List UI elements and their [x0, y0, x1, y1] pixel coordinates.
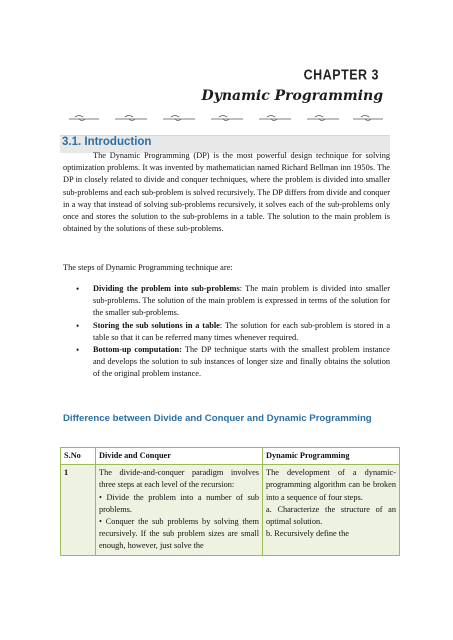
bullet-icon: •: [76, 284, 80, 294]
cell-line: b. Recursively define the: [266, 529, 349, 539]
step-text: : The main problem is divided into smaller sub-problems. The solution of the main problem is expressed in terms of the solution for the smaller sub-problems.: [93, 284, 390, 318]
intro-text: The Dynamic Programming (DP) is the most powerful design technique for solving optimization problems. It was invented by mathematician named Richard Bellman inn 1950s. The DP in closely related to divide and conquer techniques, where the problem is divided into smaller sub-problems and each sub-problem is solved recursively. The DP differs from divide and conquer in a way that instead of solving sub-problems recursively, it solves each of the sub-problems only once and stores the solution to the sub-problems in a table. The solution to the main problem is obtained by the solutions of these sub-problems.: [63, 151, 390, 234]
step-term: Storing the sub solutions in a table: [93, 320, 220, 330]
section-title: 3.1. Introduction: [62, 136, 152, 148]
step-term: Dividing the problem into sub-problems: [93, 284, 240, 293]
decorative-ornament: [55, 112, 385, 126]
chapter-label: CHAPTER 3: [303, 66, 379, 84]
cell-line: • Conquer the sub problems by solving them recursively. If the sub problem sizes are small enough, however, just solve the: [99, 517, 259, 551]
list-item: [63, 283, 390, 320]
cell-sn: 1: [61, 465, 96, 555]
table-header-row: [61, 448, 400, 465]
cell-line: The development of a dynamic-programming algorithm can be broken into a sequence of four steps.: [266, 468, 396, 502]
chapter-title: Dynamic Programming: [201, 88, 383, 104]
step-term: Bottom-up computation:: [93, 345, 182, 355]
bullet-icon: •: [76, 345, 80, 356]
steps-intro: The steps of Dynamic Programming technique are:: [63, 263, 233, 272]
comparison-table: [60, 447, 400, 556]
steps-list: [63, 283, 390, 381]
cell-divide-conquer: [96, 465, 263, 555]
column-header-divide-conquer: Divide and Conquer: [96, 448, 263, 465]
list-item: [63, 344, 390, 381]
step-text: The DP technique starts with the smallest problem instance and develops the solution to sub instances of longer size and finally obtains the solution of the original problem instance.: [93, 345, 390, 379]
cell-line: a. Characterize the structure of an optimal solution.: [266, 504, 396, 527]
comparison-heading: Difference between Divide and Conquer and Dynamic Programming: [63, 413, 372, 424]
list-item: [63, 320, 390, 344]
cell-dynamic-programming: [263, 465, 400, 555]
step-text: : The solution for each sub-problem is stored in a table so that it can be referred many times whenever required.: [93, 320, 390, 342]
column-header-dynamic-programming: Dynamic Programming: [263, 448, 400, 465]
column-header-sn: S.No: [61, 448, 96, 465]
table-row: [61, 465, 400, 555]
cell-line: • Divide the problem into a number of sub problems.: [99, 492, 259, 514]
intro-paragraph: [63, 150, 390, 235]
cell-line: The divide-and-conquer paradigm involves three steps at each level of the recursion:: [99, 468, 259, 490]
bullet-icon: •: [76, 320, 80, 331]
